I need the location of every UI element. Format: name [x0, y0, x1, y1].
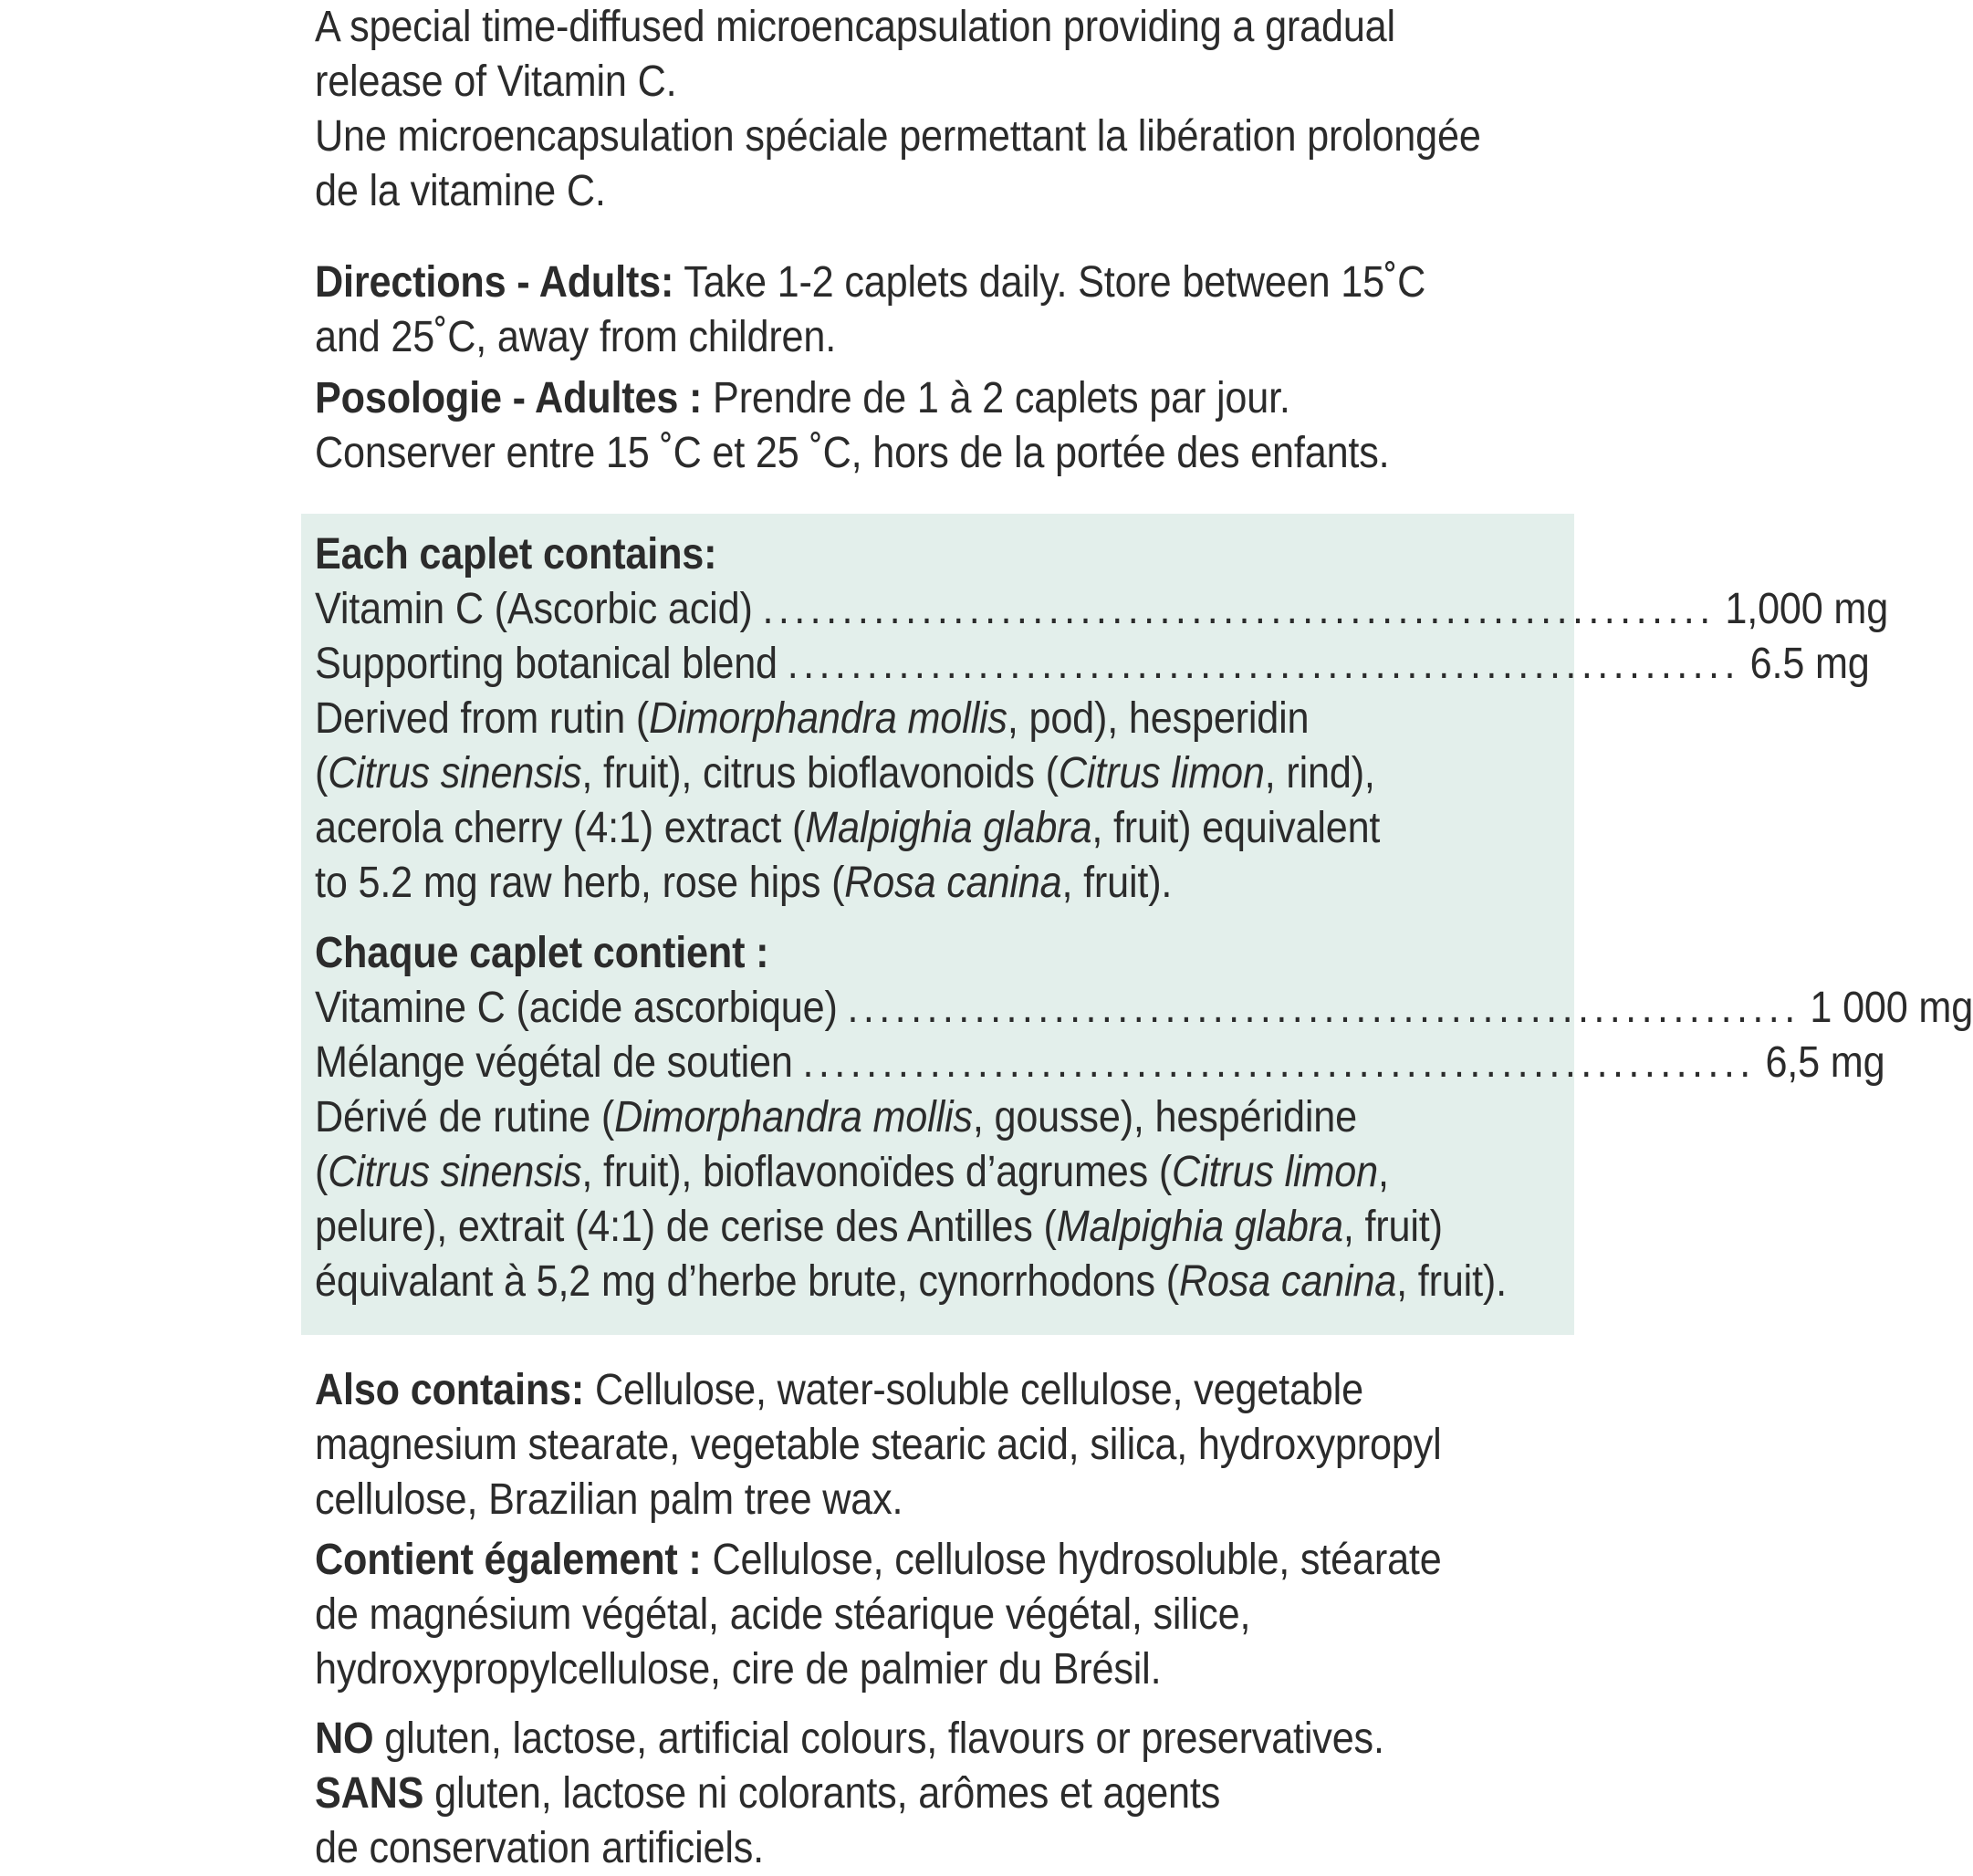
text: équivalant à 5,2 mg d’herbe brute, cynorrhodons (: [315, 1257, 1179, 1306]
also-en-line-1: [315, 1363, 1448, 1418]
ingredients-en-desc-line-2: [315, 746, 1551, 801]
latin-name: Citrus sinensis: [328, 1148, 582, 1196]
text: , fruit), bioflavonoïdes d’agrumes (: [581, 1148, 1173, 1196]
ingredients-fr-desc-line-4: [315, 1255, 1551, 1309]
ingredient-name: Mélange végétal de soutien: [315, 1038, 793, 1087]
directions-en-text: Take 1-2 caplets daily. Store between 15˚C: [673, 258, 1426, 307]
latin-name: Dimorphandra mollis: [649, 694, 1007, 743]
ingredient-name: Vitamin C (Ascorbic acid): [315, 585, 753, 633]
also-en-text: Cellulose, water-soluble cellulose, vegetable: [584, 1366, 1363, 1414]
ingredients-fr-desc-line-1: [315, 1090, 1551, 1145]
latin-name: Citrus limon: [1172, 1148, 1378, 1196]
leader-dots: ............................................................: [847, 984, 1801, 1032]
ingredients-fr-desc-line-2: [315, 1145, 1551, 1200]
latin-name: Dimorphandra mollis: [614, 1093, 973, 1141]
also-contains-en-section: [315, 1363, 1448, 1527]
free-from-fr-bold: SANS: [315, 1769, 424, 1818]
also-en-line-2: magnesium stearate, vegetable stearic acid, silica, hydroxypropyl: [315, 1421, 1442, 1469]
ingredient-row-botanical-blend: [315, 637, 1870, 692]
posologie-section: [315, 371, 1448, 481]
intro-fr-line-1: Une microencapsulation spéciale permettant la libération prolongée: [315, 112, 1481, 161]
also-fr-text: Cellulose, cellulose hydrosoluble, stéarate: [701, 1536, 1442, 1584]
directions-en-line-2: and 25˚C, away from children.: [315, 313, 837, 361]
free-from-en: [315, 1712, 1448, 1767]
leader-dots: ............................................................: [802, 1038, 1756, 1087]
text: , rind),: [1264, 749, 1375, 797]
free-from-section: [315, 1712, 1448, 1876]
ingredient-name: Supporting botanical blend: [315, 640, 778, 688]
latin-name: Rosa canina: [844, 859, 1062, 907]
text: , fruit) equivalent: [1091, 804, 1381, 852]
text: , fruit): [1342, 1203, 1443, 1251]
ingredient-amount: 1 000 mg: [1810, 984, 1973, 1032]
text: , fruit), citrus bioflavonoids (: [581, 749, 1059, 797]
text: , gousse), hespéridine: [972, 1093, 1357, 1141]
text: , fruit).: [1396, 1257, 1507, 1306]
ingredients-fr-section: [315, 926, 1973, 1309]
also-fr-line-1: [315, 1533, 1448, 1588]
intro-section: [315, 0, 1481, 219]
latin-name: Citrus limon: [1058, 749, 1265, 797]
text: ,: [1377, 1148, 1389, 1196]
also-fr-line-2: de magnésium végétal, acide stéarique végétal, silice,: [315, 1590, 1251, 1639]
intro-fr-line-2: de la vitamine C.: [315, 167, 606, 215]
intro-en-line-1: A special time-diffused microencapsulation providing a gradual: [315, 3, 1395, 51]
latin-name: Malpighia glabra: [1056, 1203, 1343, 1251]
ingredient-name: Vitamine C (acide ascorbique): [315, 984, 838, 1032]
free-from-en-bold: NO: [315, 1714, 374, 1763]
free-from-fr: [315, 1767, 1448, 1821]
ingredients-fr-desc-line-3: [315, 1200, 1551, 1255]
ingredients-en-section: [315, 527, 1889, 911]
intro-en-line-2: release of Vitamin C.: [315, 57, 677, 106]
latin-name: Rosa canina: [1178, 1257, 1397, 1306]
directions-fr-line-1: [315, 371, 1448, 426]
text: acerola cherry (4:1) extract (: [315, 804, 806, 852]
also-fr-line-3: hydroxypropylcellulose, cire de palmier du Brésil.: [315, 1645, 1162, 1694]
ingredients-en-heading: Each caplet contains:: [315, 530, 717, 578]
directions-en-heading: Directions - Adults:: [315, 258, 674, 307]
ingredients-fr-heading: Chaque caplet contient :: [315, 929, 769, 977]
ingredient-amount: 1,000 mg: [1725, 585, 1889, 633]
ingredient-amount: 6,5 mg: [1765, 1038, 1885, 1087]
ingredient-row-vitamine-c: [315, 981, 1973, 1036]
free-from-fr-text: gluten, lactose ni colorants, arômes et agents: [423, 1769, 1221, 1818]
text: (: [315, 1148, 329, 1196]
text: pelure), extrait (4:1) de cerise des Antilles (: [315, 1203, 1057, 1251]
leader-dots: ............................................................: [787, 640, 1740, 688]
also-fr-heading: Contient également :: [315, 1536, 702, 1584]
ingredients-en-desc-line-1: [315, 692, 1551, 746]
ingredient-row-melange-vegetal: [315, 1036, 1885, 1090]
also-en-heading: Also contains:: [315, 1366, 585, 1414]
ingredients-en-desc-line-4: [315, 856, 1551, 911]
directions-section: [315, 255, 1448, 365]
text: Dérivé de rutine (: [315, 1093, 615, 1141]
text: to 5.2 mg raw herb, rose hips (: [315, 859, 845, 907]
free-from-en-text: gluten, lactose, artificial colours, flavours or preservatives.: [373, 1714, 1384, 1763]
ingredient-amount: 6.5 mg: [1749, 640, 1870, 688]
latin-name: Malpighia glabra: [805, 804, 1092, 852]
directions-fr-line-2: Conserver entre 15 ˚C et 25 ˚C, hors de la portée des enfants.: [315, 429, 1390, 477]
text: Derived from rutin (: [315, 694, 650, 743]
also-contains-fr-section: [315, 1533, 1448, 1697]
ingredient-row-vitamin-c: [315, 582, 1889, 637]
text: , pod), hesperidin: [1007, 694, 1310, 743]
directions-fr-text: Prendre de 1 à 2 caplets par jour.: [702, 374, 1290, 422]
directions-fr-heading: Posologie - Adultes :: [315, 374, 703, 422]
free-from-fr-line-2: de conservation artificiels.: [315, 1824, 765, 1872]
latin-name: Citrus sinensis: [328, 749, 582, 797]
text: (: [315, 749, 329, 797]
directions-en-line-1: [315, 255, 1448, 310]
ingredients-en-desc-line-3: [315, 801, 1551, 856]
text: , fruit).: [1061, 859, 1173, 907]
also-en-line-3: cellulose, Brazilian palm tree wax.: [315, 1475, 903, 1524]
leader-dots: ............................................................: [762, 585, 1716, 633]
